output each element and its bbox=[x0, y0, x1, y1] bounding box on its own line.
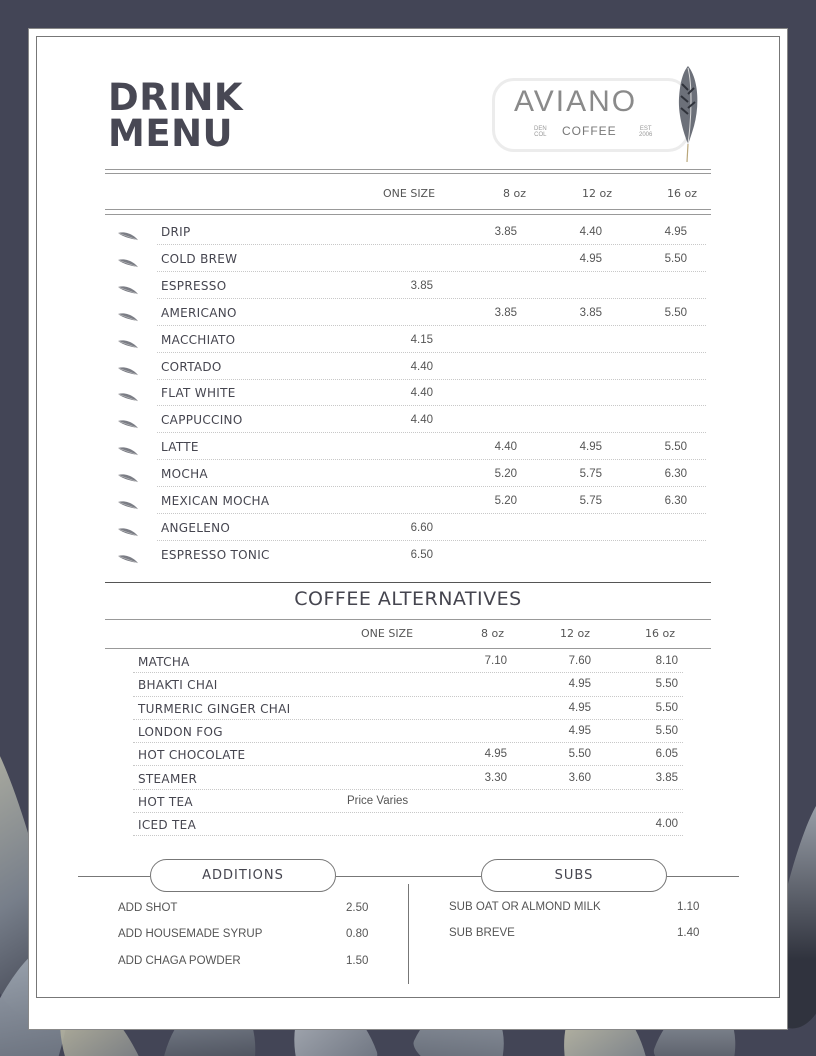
feather-icon bbox=[117, 226, 139, 245]
price-oz16: 4.00 bbox=[655, 818, 678, 831]
price-oz16: 5.50 bbox=[655, 724, 678, 737]
menu-item-row bbox=[105, 487, 711, 514]
item-name: MOCHA bbox=[161, 467, 208, 482]
price-one-size: 4.40 bbox=[410, 414, 433, 427]
price-one-size: Price Varies bbox=[347, 794, 409, 807]
price-oz12: 4.95 bbox=[579, 252, 602, 265]
item-name: STEAMER bbox=[138, 771, 198, 786]
price-oz16: 4.95 bbox=[664, 226, 687, 238]
logo-den: DEN bbox=[534, 126, 547, 132]
item-name: MACCHIATO bbox=[161, 332, 236, 347]
item-name: HOT TEA bbox=[138, 794, 193, 809]
item-name: ANGELENO bbox=[161, 520, 231, 535]
menu-item-row bbox=[105, 541, 711, 568]
item-name: LATTE bbox=[161, 440, 199, 455]
price-one-size: 6.50 bbox=[410, 548, 433, 561]
price-oz12: 4.95 bbox=[568, 701, 591, 714]
price-oz12: 4.95 bbox=[568, 724, 591, 737]
alt-header-rule-bottom bbox=[105, 648, 711, 649]
header-rule-bottom-2 bbox=[105, 214, 711, 215]
aviano-logo bbox=[490, 70, 700, 160]
price-oz16: 3.85 bbox=[655, 771, 678, 784]
addition-price: 2.50 bbox=[346, 902, 369, 914]
alt-column-header-12oz: 12 oz bbox=[560, 627, 590, 640]
alternative-item-row bbox=[133, 767, 683, 790]
price-oz16: 5.50 bbox=[664, 441, 687, 454]
item-name: MATCHA bbox=[138, 655, 190, 669]
item-name: BHAKTI CHAI bbox=[138, 678, 218, 693]
column-header-16oz: 16 oz bbox=[667, 187, 697, 200]
item-name: ICED TEA bbox=[138, 818, 197, 833]
addition-name: ADD CHAGA POWDER bbox=[118, 955, 241, 967]
logo-year: 2006 bbox=[639, 132, 653, 138]
feather-icon bbox=[117, 468, 139, 487]
item-name: AMERICANO bbox=[161, 305, 237, 320]
price-oz12: 4.95 bbox=[579, 441, 602, 454]
menu-item-row bbox=[105, 460, 711, 487]
title-line-2: MENU bbox=[108, 112, 234, 155]
alt-column-header-8oz: 8 oz bbox=[481, 627, 504, 640]
addition-name: ADD HOUSEMADE SYRUP bbox=[118, 928, 263, 940]
alt-header-rule-top bbox=[105, 619, 711, 620]
feather-icon bbox=[117, 280, 139, 299]
price-oz8: 3.85 bbox=[494, 226, 517, 238]
price-oz12: 5.75 bbox=[579, 468, 602, 481]
price-oz16: 6.05 bbox=[655, 748, 678, 761]
column-divider bbox=[408, 884, 409, 984]
section-title-alternatives: COFFEE ALTERNATIVES bbox=[294, 588, 522, 610]
menu-item-row bbox=[105, 379, 711, 406]
price-oz12: 4.95 bbox=[568, 678, 591, 691]
price-oz12: 5.50 bbox=[568, 748, 591, 761]
menu-item-row bbox=[105, 326, 711, 353]
alternative-item-row bbox=[133, 697, 683, 720]
header-rule-top-2 bbox=[105, 173, 711, 174]
additions-rule-left bbox=[78, 876, 150, 877]
header-rule-top-1 bbox=[105, 169, 711, 170]
column-header-one-size: ONE SIZE bbox=[383, 187, 436, 200]
item-name: HOT CHOCOLATE bbox=[138, 748, 246, 763]
price-oz12: 4.40 bbox=[579, 226, 602, 238]
price-one-size: 4.15 bbox=[410, 333, 433, 346]
feather-icon bbox=[117, 387, 139, 406]
item-name: FLAT WHITE bbox=[161, 386, 236, 401]
item-name: COLD BREW bbox=[161, 251, 238, 266]
price-oz12: 5.75 bbox=[579, 495, 602, 507]
price-oz16: 5.50 bbox=[664, 306, 687, 319]
menu-item-row bbox=[105, 514, 711, 541]
menu-item-row bbox=[105, 272, 711, 299]
title-line-1: DRINK bbox=[108, 76, 244, 119]
price-oz12: 3.85 bbox=[579, 306, 602, 319]
feather-icon bbox=[117, 253, 139, 272]
addition-price: 1.50 bbox=[346, 955, 369, 967]
logo-col: COL bbox=[534, 132, 547, 138]
feather-icon bbox=[117, 495, 139, 514]
price-oz16: 6.30 bbox=[664, 495, 687, 507]
logo-location bbox=[534, 126, 547, 138]
price-oz16: 8.10 bbox=[655, 655, 678, 667]
addition-name: ADD SHOT bbox=[118, 902, 178, 914]
section-divider bbox=[105, 582, 711, 583]
alternative-item-row bbox=[133, 720, 683, 743]
price-one-size: 6.60 bbox=[410, 521, 433, 534]
alternative-item-row bbox=[133, 813, 683, 836]
page-title bbox=[108, 76, 244, 155]
logo-subtitle: COFFEE bbox=[562, 124, 617, 138]
menu-item-row bbox=[105, 353, 711, 380]
price-one-size: 3.85 bbox=[410, 279, 433, 292]
menu-item-row bbox=[105, 218, 711, 245]
alt-column-header-16oz: 16 oz bbox=[645, 627, 675, 640]
feather-icon bbox=[117, 334, 139, 353]
sub-name: SUB BREVE bbox=[449, 927, 515, 939]
feather-icon bbox=[117, 441, 139, 460]
alt-column-header-one-size: ONE SIZE bbox=[361, 627, 414, 640]
feather-icon bbox=[117, 549, 139, 568]
feather-icon bbox=[674, 64, 700, 164]
alternative-item-row bbox=[133, 673, 683, 696]
logo-established bbox=[639, 126, 652, 138]
feather-icon bbox=[117, 361, 139, 380]
column-header-12oz: 12 oz bbox=[582, 187, 612, 200]
subs-heading: SUBS bbox=[481, 859, 667, 892]
feather-icon bbox=[117, 414, 139, 433]
feather-icon bbox=[117, 307, 139, 326]
middle-rule bbox=[336, 876, 481, 877]
price-oz12: 7.60 bbox=[568, 655, 591, 667]
menu-item-row bbox=[105, 245, 711, 272]
feather-icon bbox=[117, 522, 139, 541]
price-oz12: 3.60 bbox=[568, 771, 591, 784]
alternative-item-row bbox=[133, 650, 683, 673]
header-rule-bottom-1 bbox=[105, 209, 711, 210]
price-one-size: 4.40 bbox=[410, 387, 433, 400]
additions-heading: ADDITIONS bbox=[150, 859, 336, 892]
subs-rule-right bbox=[667, 876, 739, 877]
price-oz16: 5.50 bbox=[655, 678, 678, 691]
item-name: ESPRESSO TONIC bbox=[161, 547, 270, 562]
price-oz8: 4.95 bbox=[484, 748, 507, 761]
price-oz8: 3.85 bbox=[494, 306, 517, 319]
alternative-item-row bbox=[133, 790, 683, 813]
price-one-size: 4.40 bbox=[410, 360, 433, 373]
price-oz8: 7.10 bbox=[484, 655, 507, 667]
item-name: CORTADO bbox=[161, 359, 222, 374]
item-name: ESPRESSO bbox=[161, 278, 227, 293]
price-oz8: 5.20 bbox=[494, 495, 517, 507]
item-name: TURMERIC GINGER CHAI bbox=[138, 701, 291, 716]
alternative-item-row bbox=[133, 743, 683, 766]
item-name: MEXICAN MOCHA bbox=[161, 494, 270, 508]
menu-item-row bbox=[105, 433, 711, 460]
addition-price: 0.80 bbox=[346, 928, 369, 940]
logo-est: EST bbox=[639, 126, 652, 132]
price-oz16: 5.50 bbox=[664, 252, 687, 265]
logo-name: AVIANO bbox=[514, 85, 638, 118]
menu-item-row bbox=[105, 406, 711, 433]
price-oz8: 4.40 bbox=[494, 441, 517, 454]
price-oz16: 6.30 bbox=[664, 468, 687, 481]
sub-price: 1.10 bbox=[677, 901, 700, 913]
item-name: DRIP bbox=[161, 225, 191, 239]
dotted-rule bbox=[133, 835, 683, 836]
menu-item-row bbox=[105, 299, 711, 326]
price-oz8: 5.20 bbox=[494, 468, 517, 481]
sub-price: 1.40 bbox=[677, 927, 700, 939]
sub-name: SUB OAT OR ALMOND MILK bbox=[449, 901, 601, 913]
price-oz8: 3.30 bbox=[484, 771, 507, 784]
item-name: LONDON FOG bbox=[138, 724, 223, 739]
column-header-8oz: 8 oz bbox=[503, 187, 526, 200]
item-name: CAPPUCCINO bbox=[161, 413, 243, 428]
price-oz16: 5.50 bbox=[655, 701, 678, 714]
